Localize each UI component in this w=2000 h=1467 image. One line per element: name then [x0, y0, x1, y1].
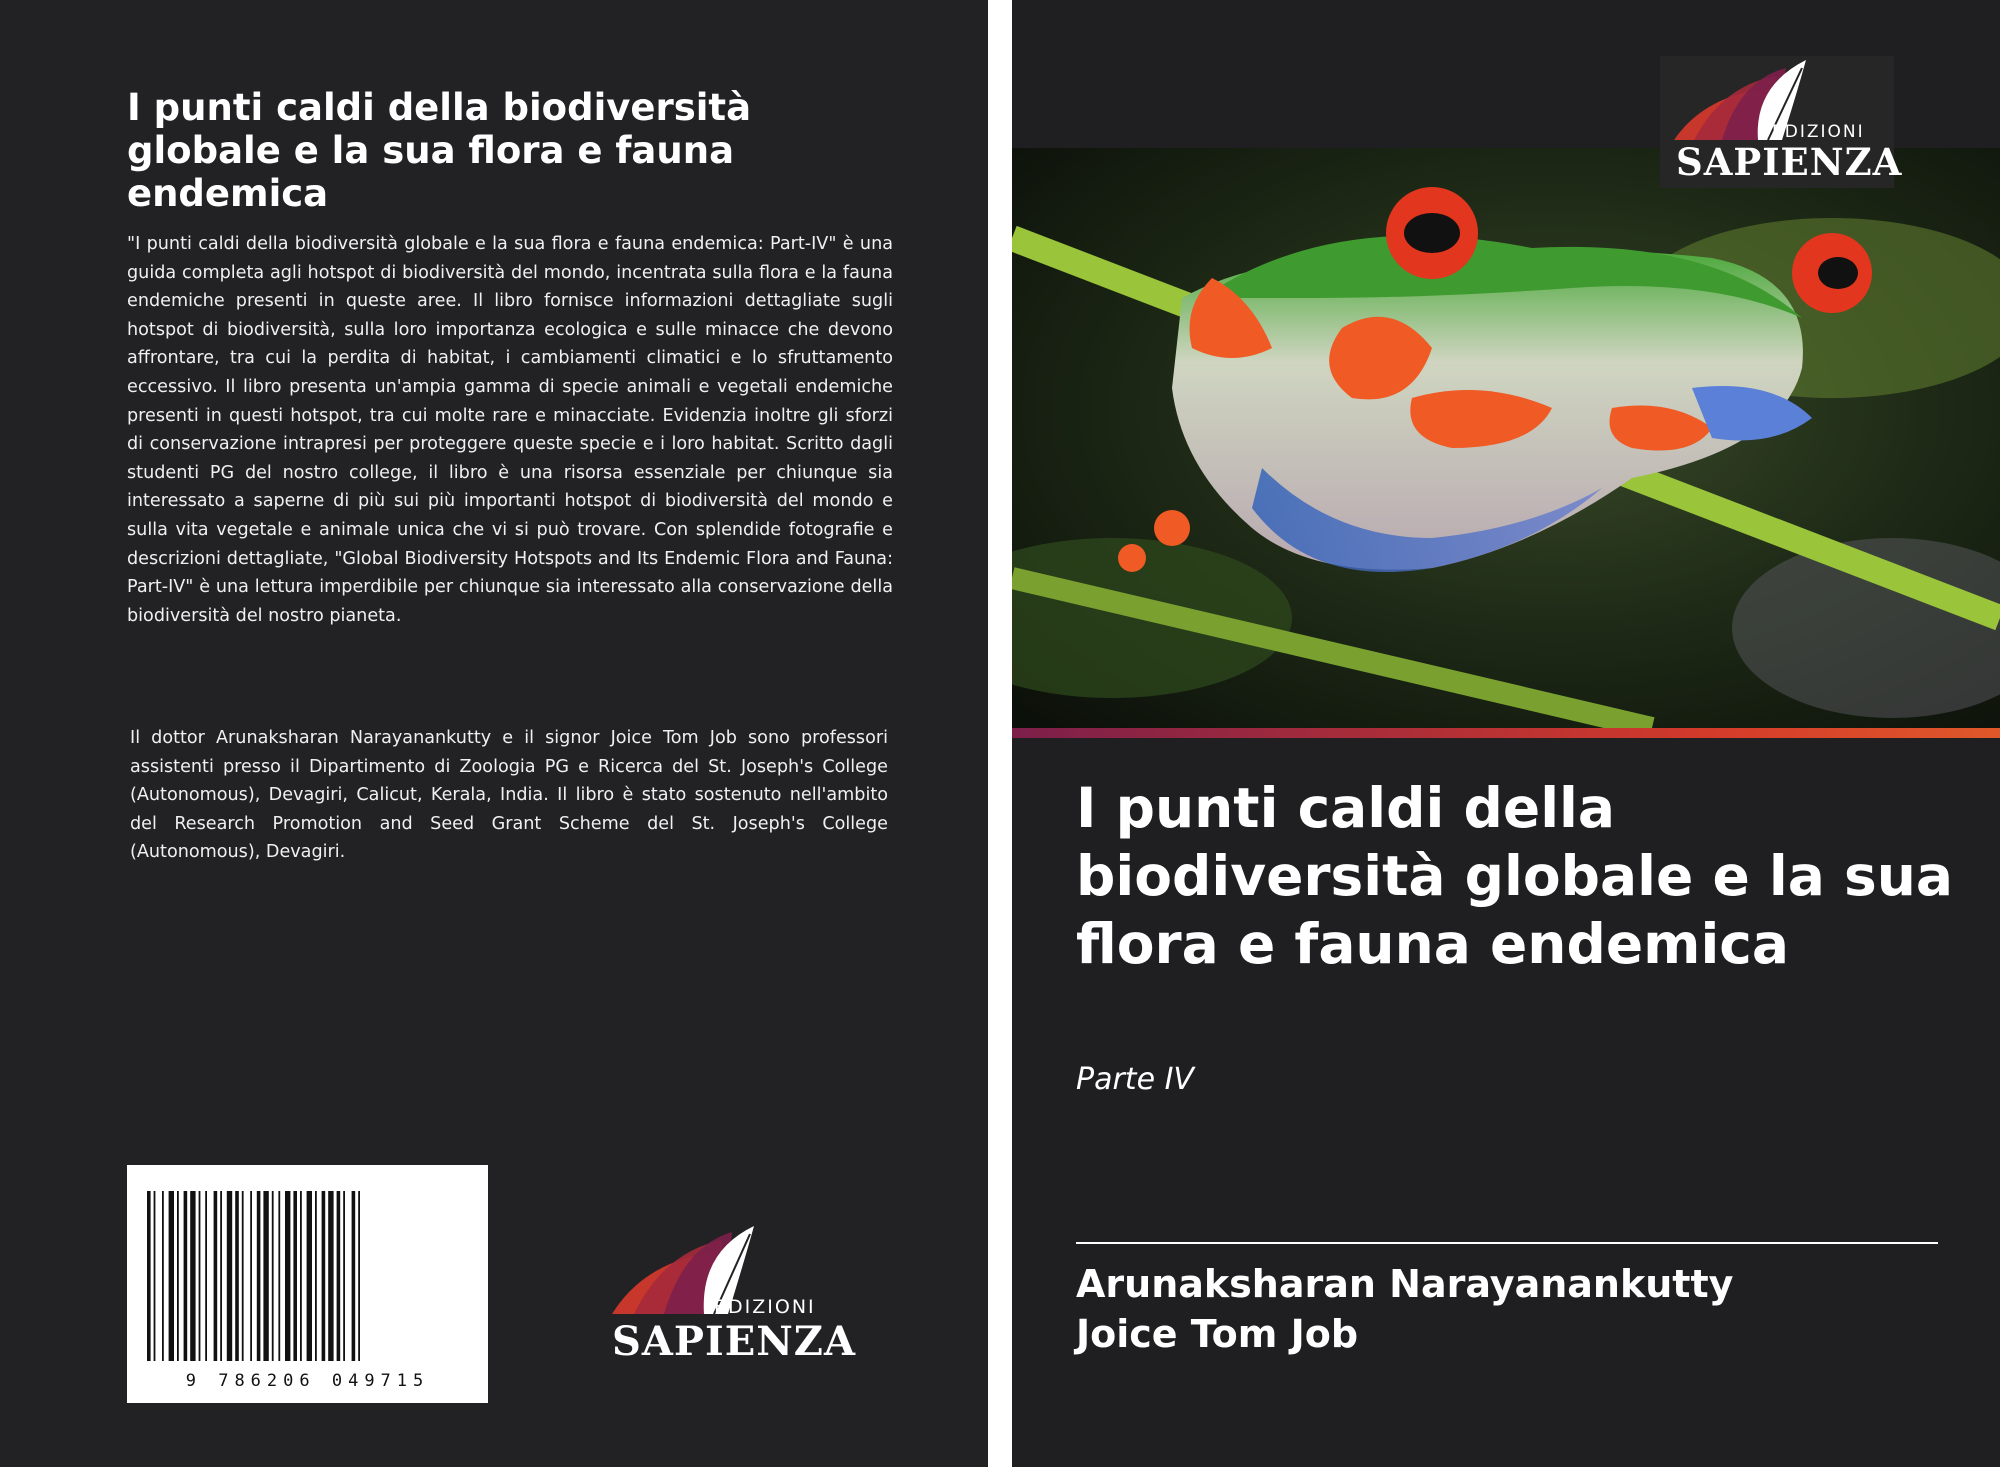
divider: [1076, 1242, 1938, 1244]
barcode-icon: [147, 1191, 468, 1361]
author-bio: Il dottor Arunaksharan Narayanankutty e il signor Joice Tom Job sono professori assistenti presso il Dipartimento di Zoologia PG e Ricerca del St. Joseph's College (Autonomous), Devagiri, Calicut, Kerala, India. Il libro è stato sostenuto nell'ambito del Research Promotion and Seed Grant Scheme del St. Joseph's College (Autonomous), Devagiri.: [130, 728, 888, 863]
front-cover-subtitle: Parte IV: [1076, 1062, 1194, 1097]
accent-bar: [1012, 728, 2000, 738]
publisher-logo-back: [604, 1222, 856, 1365]
logo-sapienza-text: SAPIENZA: [1676, 140, 1903, 184]
logo-edizioni-text: EDIZIONI: [714, 1296, 816, 1318]
book-description: "I punti caldi della biodiversità globale e la sua flora e fauna endemica: Part-IV" è una guida completa agli hotspot di biodiversità del mondo, incentrata sulla flora e la fauna endemiche presenti in queste aree. Il libro fornisce informazioni dettagliate sugli hotspot di biodiversità, sulla loro importanza ecologica e sulle minacce che devono affrontare, tra cui la perdita di habitat, i cambiamenti climatici e lo sfruttamento eccessivo. Il libro presenta un'ampia gamma di specie animali e vegetali endemiche presenti in questi hotspot, tra cui molte rare e minacciate. Evidenzia inoltre gli sforzi di conservazione intrapresi per proteggere queste specie e i loro habitat. Scritto dagli studenti PG del nostro college, il libro è una risorsa essenziale per chiunque sia interessato a saperne di più sui più importanti hotspot di biodiversità del mondo e sulla vita vegetale e animale unica che vi si può trovare. Con splendide fotografie e descrizioni dettagliate, "Global Biodiversity Hotspots and Its Endemic Flora and Fauna: Part-IV" è una lettura imperdibile per chiunque sia interessato alla conservazione della biodiversità del nostro pianeta.: [127, 234, 893, 626]
publisher-logo-front: [1660, 56, 1903, 188]
barcode-digits: 9 786206 049715: [185, 1371, 430, 1391]
back-cover-title: I punti caldi della biodiversità globale e la sua flora e fauna endemica: [127, 86, 752, 215]
logo-sapienza-text: SAPIENZA: [612, 1318, 856, 1365]
back-cover: [0, 0, 988, 1467]
author-name: Arunaksharan Narayanankutty: [1076, 1262, 1734, 1306]
front-cover: [1012, 0, 2000, 1467]
logo-edizioni-text: EDIZIONI: [1772, 122, 1865, 142]
front-cover-title: I punti caldi della biodiversità globale e la sua flora e fauna endemica: [1076, 776, 1954, 976]
red-eyed-tree-frog-image: [1012, 148, 2000, 728]
isbn-barcode: [127, 1165, 488, 1403]
author-name: Joice Tom Job: [1076, 1312, 1359, 1356]
